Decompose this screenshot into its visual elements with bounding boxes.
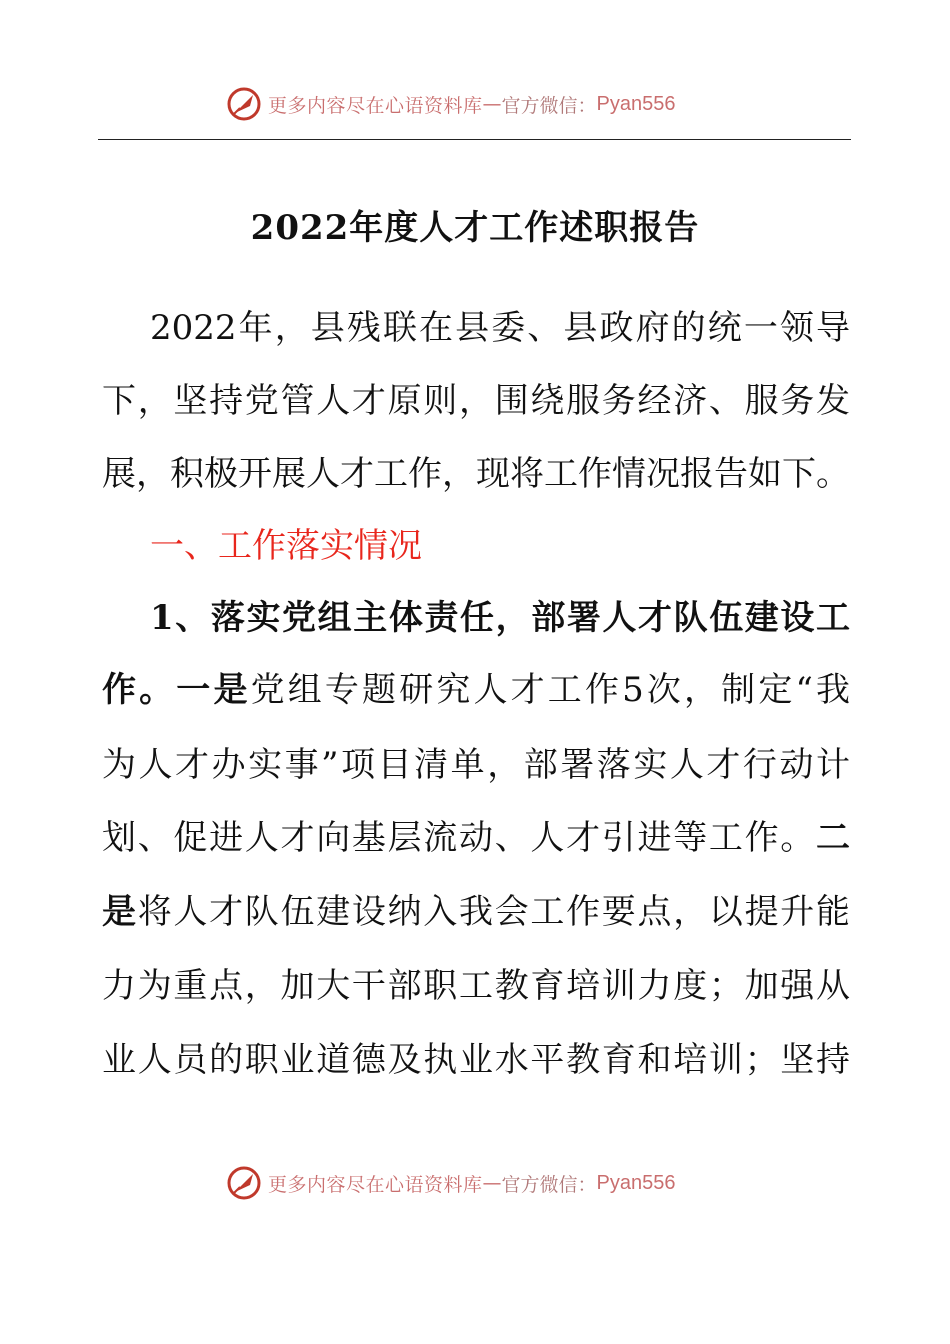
item1-line-5-text: 将人才队伍建设纳入我会工作要点，以提升能 [137,892,851,932]
banner-main-text: 更多内容尽在心语资料库 [268,1173,483,1196]
item1-line-2-bold: 作。一是 [102,670,251,710]
banner-wechat-label: 官方微信： [501,94,597,117]
intro-line-2: 下，坚持党管人才原则，围绕服务经济、服务发 [102,381,850,421]
banner-wechat-id: Pyan556 [596,1171,676,1194]
item1-line-4-text: 划、促进人才向基层流动、人才引进等工作。 [102,818,816,858]
banner-separator: — [482,93,502,115]
intro-line-1: 2022年，县残联在县委、县政府的统一领导 [150,308,850,348]
item1-line-7: 业人员的职业道德及执业水平教育和培训；坚持 [102,1040,850,1080]
banner-wechat-id: Pyan556 [596,92,676,115]
quill-logo-icon [226,86,262,122]
item1-line-4 [102,810,850,859]
quill-logo-icon [226,1165,262,1201]
document-title: 2022年度人才工作述职报告 [250,208,700,248]
banner-wechat-label: 官方微信： [501,1173,597,1196]
item1-line-3: 为人才办实事”项目清单，部署落实人才行动计 [102,745,850,785]
footer-banner [226,1163,676,1203]
header-banner [226,84,676,124]
item1-line-5-bold: 是 [102,892,138,932]
item1-line-6: 力为重点，加大干部职工教育培训力度；加强从 [102,966,850,1006]
intro-line-3: 展，积极开展人才工作，现将工作情况报告如下。 [102,454,850,494]
item1-line-2 [102,662,850,711]
item1-line-2-text: 党组专题研究人才工作5次，制定“我 [250,670,851,710]
item1-heading: 1、落实党组主体责任，部署人才队伍建设工 [150,598,850,638]
item1-line-4-bold: 二 [816,818,850,858]
section-heading-1: 一、工作落实情况 [150,526,422,566]
item1-line-5 [102,884,850,933]
banner-separator: — [482,1172,502,1194]
header-divider [98,139,851,140]
banner-main-text: 更多内容尽在心语资料库 [268,94,483,117]
